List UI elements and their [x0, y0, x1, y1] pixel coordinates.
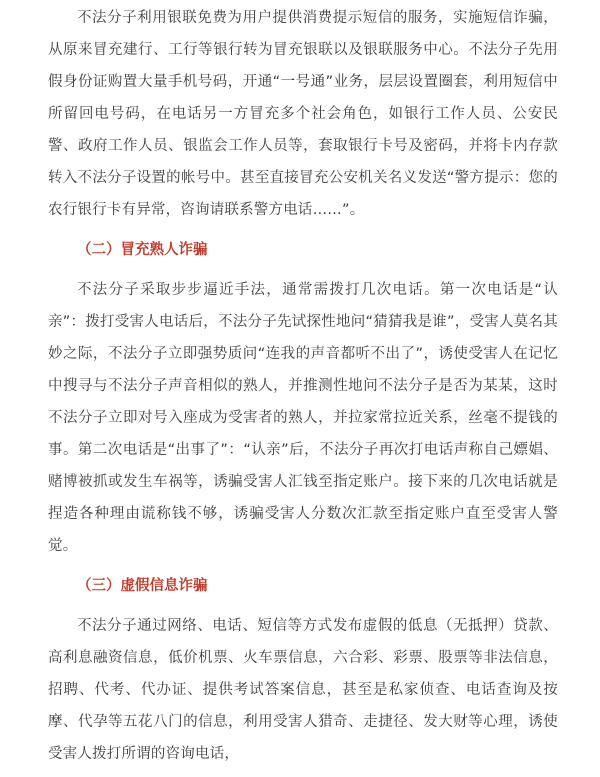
section-heading-false-info: （三）虚假信息诈骗 — [77, 578, 208, 594]
paragraph-false-info-fraud: 不法分子通过网络、电话、短信等方式发布虚假的低息（无抵押）贷款、高利息融资信息，低价机票、火车票信息，六合彩、彩票、股票等非法信息，招聘、代考、代办证、提供考试答案信息，甚至是私家侦查、电话查询及按摩、代孕等五花八门的信息，利用受害人猎奇、走捷径、发大财等心理，诱使受害人拨打所谓的咨询电话， — [48, 618, 558, 762]
paragraph-sms-fraud: 不法分子利用银联免费为用户提供消费提示短信的服务，实施短信诈骗，从原来冒充建行、工行等银行转为冒充银联以及银联服务中心。不法分子先用假身份证购置大量手机号码，开通“一号通”业务，层层设置圈套，利用短信中所留回电号码，在电话另一方冒充多个社会角色，如银行工作人员、公安民警、政府工作人员、银监会工作人员等，套取银行卡号及密码，并将卡内存款转入不法分子设置的帐号中。甚至直接冒充公安机关名义发送“警方提示：您的农行银行卡有异常，咨询请联系警方电话……”。 — [48, 10, 558, 218]
section-heading-impersonation: （二）冒充熟人诈骗 — [77, 242, 208, 258]
paragraph-impersonation-fraud: 不法分子采取步步逼近手法，通常需拨打几次电话。第一次电话是“认亲”：拨打受害人电话后，不法分子先试探性地问“猜猜我是谁”，受害人莫名其妙之际，不法分子立即强势质问“连我的声音都听不出了”，诱使受害人在记忆中搜寻与不法分子声音相似的熟人，并推测性地问不法分子是否为某某，这时不法分子立即对号入座成为受害者的熟人，并拉家常拉近关系，丝毫不提钱的事。第二次电话是“出事了”：“认亲”后，不法分子再次打电话声称自己嫖娼、赌博被抓或发生车祸等，诱骗受害人汇钱至指定账户。接下来的几次电话就是捏造各种理由谎称钱不够，诱骗受害人分数次汇款至指定账户直至受害人警觉。 — [48, 282, 558, 554]
